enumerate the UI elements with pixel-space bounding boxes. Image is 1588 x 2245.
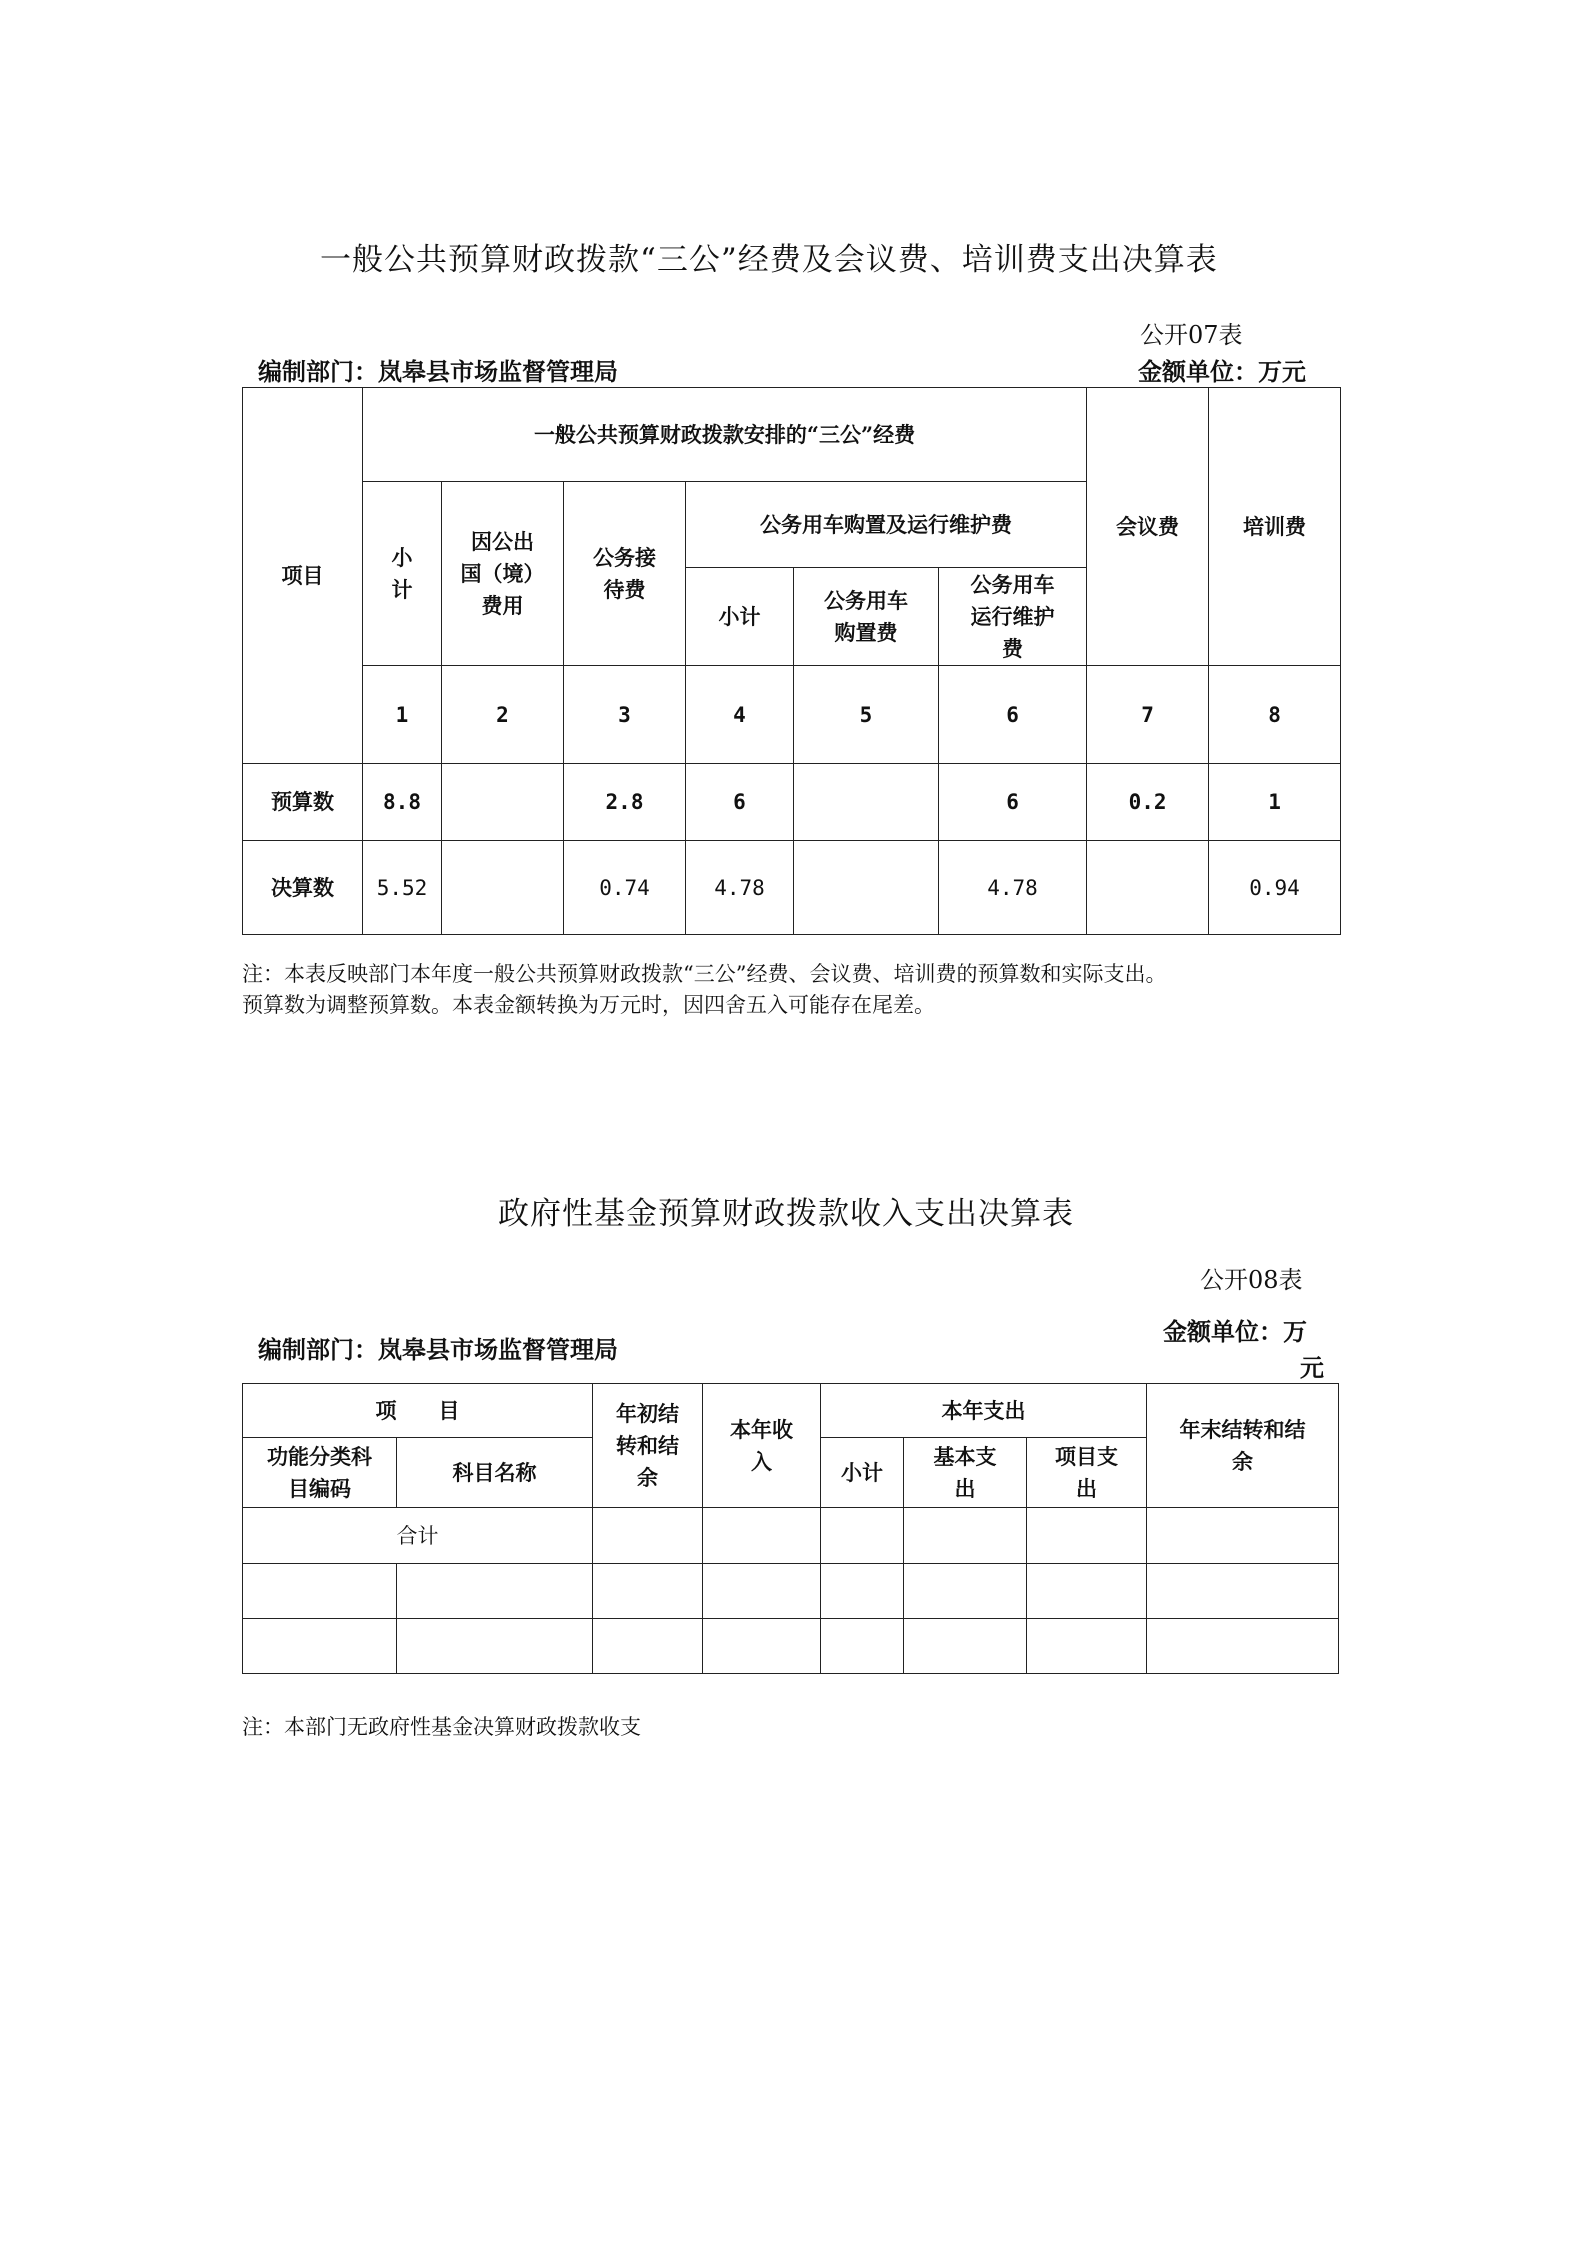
t08-cell	[1147, 1619, 1339, 1674]
t08-header-income: 本年收 入	[703, 1384, 821, 1508]
t07-cell	[442, 764, 564, 841]
t08-cell	[904, 1508, 1027, 1564]
t07-col-number: 6	[939, 666, 1087, 764]
t08-cell	[703, 1508, 821, 1564]
t07-cell: 4.78	[686, 841, 794, 935]
t08-header-begin-balance: 年初结 转和结 余	[593, 1384, 703, 1508]
t07-cell: 0.94	[1209, 841, 1341, 935]
t08-row-empty	[243, 1564, 1339, 1619]
t08-cell	[821, 1564, 904, 1619]
t07-header-item: 项目	[243, 388, 363, 764]
t08-cell	[821, 1619, 904, 1674]
t07-table	[242, 387, 1341, 935]
t08-cell	[593, 1508, 703, 1564]
t07-header-vehicle-operation: 公务用车 运行维护 费	[939, 568, 1087, 666]
t08-header-item: 项 目	[243, 1384, 593, 1438]
t08-row-total	[243, 1508, 1339, 1564]
t08-department: 编制部门：岚皋县市场监督管理局	[258, 1335, 618, 1364]
t07-cell: 6	[686, 764, 794, 841]
t08-cell	[1027, 1508, 1147, 1564]
t07-cell: 8.8	[363, 764, 442, 841]
t08-note: 注：本部门无政府性基金决算财政拨款收支	[242, 1715, 641, 1739]
t08-header-end-balance: 年末结转和结 余	[1147, 1384, 1339, 1508]
t08-amount-unit-line2: 元	[1300, 1353, 1324, 1382]
t07-col-number: 1	[363, 666, 442, 764]
t08-cell	[703, 1619, 821, 1674]
t07-table-number: 公开07表	[1140, 321, 1243, 349]
t07-title: 一般公共预算财政拨款“三公”经费及会议费、培训费支出决算表	[320, 242, 1218, 278]
t07-cell: 5.52	[363, 841, 442, 935]
t07-col-number: 2	[442, 666, 564, 764]
t07-header-vehicle-subtotal: 小计	[686, 568, 794, 666]
t07-cell: 0.2	[1087, 764, 1209, 841]
t07-row-budget	[243, 764, 1341, 841]
t08-title: 政府性基金预算财政拨款收入支出决算表	[498, 1196, 1074, 1232]
t07-header-sangong: 一般公共预算财政拨款安排的“三公”经费	[363, 388, 1087, 482]
t07-note-line2: 预算数为调整预算数。本表金额转换为万元时，因四舍五入可能存在尾差。	[242, 993, 935, 1017]
t07-col-number: 3	[564, 666, 686, 764]
t07-header-vehicle: 公务用车购置及运行维护费	[686, 482, 1087, 568]
t08-header-name: 科目名称	[397, 1438, 593, 1508]
t07-row-label: 预算数	[243, 764, 363, 841]
t07-row-label: 决算数	[243, 841, 363, 935]
t07-header-training: 培训费	[1209, 388, 1341, 666]
t08-cell	[243, 1619, 397, 1674]
t07-note-line1: 注：本表反映部门本年度一般公共预算财政拨款“三公”经费、会议费、培训费的预算数和实际支出。	[242, 962, 1167, 986]
t08-cell	[904, 1564, 1027, 1619]
t07-col-number: 4	[686, 666, 794, 764]
t08-cell	[1027, 1619, 1147, 1674]
t07-cell: 2.8	[564, 764, 686, 841]
t07-header-reception: 公务接 待费	[564, 482, 686, 666]
t07-col-number: 8	[1209, 666, 1341, 764]
t07-department: 编制部门：岚皋县市场监督管理局	[258, 357, 618, 386]
t07-cell: 0.74	[564, 841, 686, 935]
t08-header-expense-subtotal: 小计	[821, 1438, 904, 1508]
t08-cell	[1147, 1508, 1339, 1564]
t08-cell	[821, 1508, 904, 1564]
t07-header-vehicle-purchase: 公务用车 购置费	[794, 568, 939, 666]
t08-cell	[1027, 1564, 1147, 1619]
t08-cell	[397, 1564, 593, 1619]
t07-cell	[1087, 841, 1209, 935]
t07-row-final	[243, 841, 1341, 935]
t07-col-number: 5	[794, 666, 939, 764]
t07-cell: 6	[939, 764, 1087, 841]
t08-header-expense-project: 项目支 出	[1027, 1438, 1147, 1508]
t07-cell: 1	[1209, 764, 1341, 841]
t07-cell	[794, 764, 939, 841]
t08-cell	[593, 1619, 703, 1674]
t07-cell	[794, 841, 939, 935]
t07-header-meeting: 会议费	[1087, 388, 1209, 666]
t08-cell	[703, 1564, 821, 1619]
t07-amount-unit: 金额单位：万元	[1138, 357, 1306, 386]
t08-header-expense: 本年支出	[821, 1384, 1147, 1438]
t08-cell	[397, 1619, 593, 1674]
t07-cell: 4.78	[939, 841, 1087, 935]
t08-cell	[904, 1619, 1027, 1674]
t08-total-label: 合计	[243, 1508, 593, 1564]
t07-cell	[442, 841, 564, 935]
t08-cell	[593, 1564, 703, 1619]
t08-cell	[1147, 1564, 1339, 1619]
t08-header-expense-basic: 基本支 出	[904, 1438, 1027, 1508]
t08-amount-unit-line1: 金额单位：万	[1163, 1317, 1307, 1346]
t07-header-subtotal: 小 计	[363, 482, 442, 666]
t08-table-number: 公开08表	[1200, 1266, 1303, 1294]
t08-table	[242, 1383, 1339, 1674]
t08-row-empty	[243, 1619, 1339, 1674]
t07-header-abroad: 因公出 国（境） 费用	[442, 482, 564, 666]
t08-header-code: 功能分类科 目编码	[243, 1438, 397, 1508]
t07-col-number: 7	[1087, 666, 1209, 764]
t08-cell	[243, 1564, 397, 1619]
